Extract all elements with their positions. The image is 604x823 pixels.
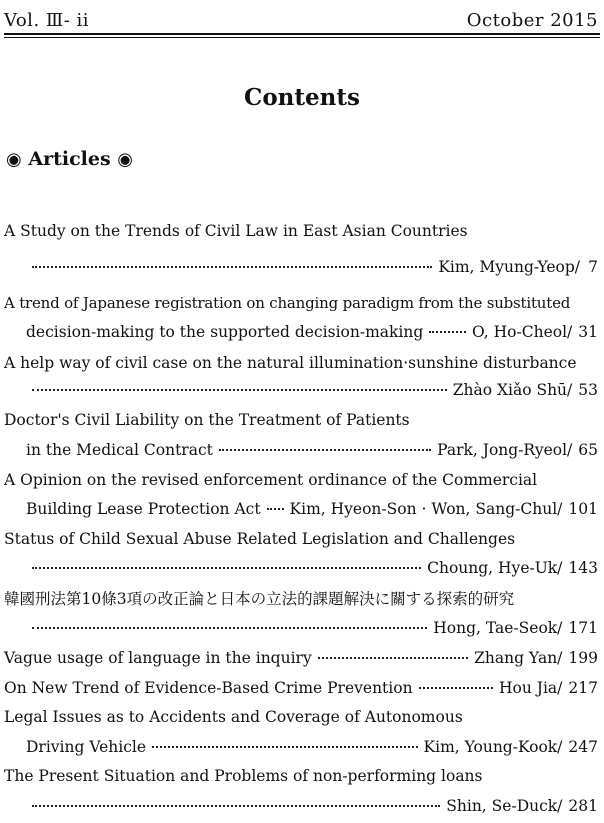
section-heading	[6, 148, 133, 170]
toc-entry-title: A Study on the Trends of Civil Law in East Asian Countries	[4, 222, 468, 240]
dot-leader	[318, 657, 468, 659]
dot-leader	[152, 746, 417, 748]
bullet-icon: ◉	[117, 149, 134, 170]
dot-leader	[419, 687, 493, 689]
toc-author: Kim, Myung-Yeop/	[438, 258, 580, 276]
toc-author: O, Ho-Cheol/	[472, 323, 573, 341]
toc-entry-title: The Present Situation and Problems of non-performing loans	[4, 767, 483, 785]
dot-leader	[32, 627, 427, 629]
toc-page-number: 53	[578, 381, 598, 399]
toc-author: Zhào Xiǎo Shū/	[452, 381, 573, 399]
toc-page-number: 143	[568, 559, 598, 577]
page-title: Contents	[244, 84, 360, 111]
toc-author: Kim, Young-Kook/	[423, 738, 563, 756]
toc-entry-leader[interactable]: Driving Vehicle Kim, Young-Kook/ 247	[26, 735, 598, 759]
dot-leader	[32, 389, 447, 391]
toc-page-number: 247	[568, 738, 598, 756]
toc-entry-leader[interactable]: decision-making to the supported decision-making O, Ho-Cheol/ 31	[26, 320, 598, 344]
toc-entry-title: Status of Child Sexual Abuse Related Legislation and Challenges	[4, 530, 516, 548]
toc-author: Choung, Hye-Uk/	[427, 559, 563, 577]
issue-date: October 2015	[466, 10, 598, 31]
dot-leader	[32, 805, 440, 807]
volume-label: Vol. Ⅲ- ii	[4, 10, 90, 31]
toc-entry-leader[interactable]: Building Lease Protection Act Kim, Hyeon-Son · Won, Sang-Chul/ 101	[26, 497, 598, 521]
toc-entry-leader[interactable]: Vague usage of language in the inquiry Zhang Yan/ 199	[4, 646, 598, 670]
toc-author: Shin, Se-Duck/	[446, 797, 563, 815]
toc-author: Kim, Hyeon-Son · Won, Sang-Chul/	[289, 500, 563, 518]
header-rule-thin	[4, 37, 600, 38]
toc-entry-title: A Opinion on the revised enforcement ordinance of the Commercial	[4, 471, 538, 489]
toc-entry-title: 韓國刑法第10條3項の改正論と日本の立法的課題解決に關する探索的研究	[4, 590, 515, 608]
toc-author: Hou Jia/	[499, 679, 563, 697]
toc-page-number: 171	[568, 619, 598, 637]
toc-page-number: 281	[568, 797, 598, 815]
dot-leader	[267, 508, 284, 510]
toc-page-number: 217	[568, 679, 598, 697]
toc-author: Hong, Tae-Seok/	[433, 619, 563, 637]
toc-author: Zhang Yan/	[474, 649, 563, 667]
toc-page-number: 65	[578, 441, 598, 459]
toc-entry-leader[interactable]	[26, 616, 598, 640]
toc-entry-leader[interactable]	[26, 794, 598, 818]
page-header	[4, 4, 600, 36]
toc-entry-title: Doctor's Civil Liability on the Treatment of Patients	[4, 411, 410, 429]
toc-author: Park, Jong-Ryeol/	[437, 441, 573, 459]
toc-entry-leader[interactable]: On New Trend of Evidence-Based Crime Prevention Hou Jia/ 217	[4, 676, 598, 700]
dot-leader	[219, 449, 431, 451]
header-rule-thick	[4, 33, 600, 35]
dot-leader	[32, 567, 421, 569]
dot-leader	[32, 266, 432, 268]
toc-entry-leader[interactable]	[26, 255, 598, 279]
toc-page-number: 199	[568, 649, 598, 667]
toc-entry-leader[interactable]	[26, 556, 598, 580]
toc-entry-title: A trend of Japanese registration on changing paradigm from the substituted	[4, 294, 571, 312]
toc-page-number: 101	[568, 500, 598, 518]
section-label: Articles	[28, 148, 111, 170]
bullet-icon: ◉	[6, 149, 22, 170]
toc-entry-leader[interactable]: in the Medical Contract Park, Jong-Ryeol/ 65	[26, 438, 598, 462]
toc-page-number: 31	[578, 323, 598, 341]
toc-entry-title: A help way of civil case on the natural illumination·sunshine disturbance	[4, 354, 577, 372]
toc-entry-leader[interactable]	[26, 378, 598, 402]
toc-entry-title: Legal Issues as to Accidents and Coverage of Autonomous	[4, 708, 463, 726]
dot-leader	[429, 331, 466, 333]
toc-page-number: 7	[588, 258, 598, 276]
